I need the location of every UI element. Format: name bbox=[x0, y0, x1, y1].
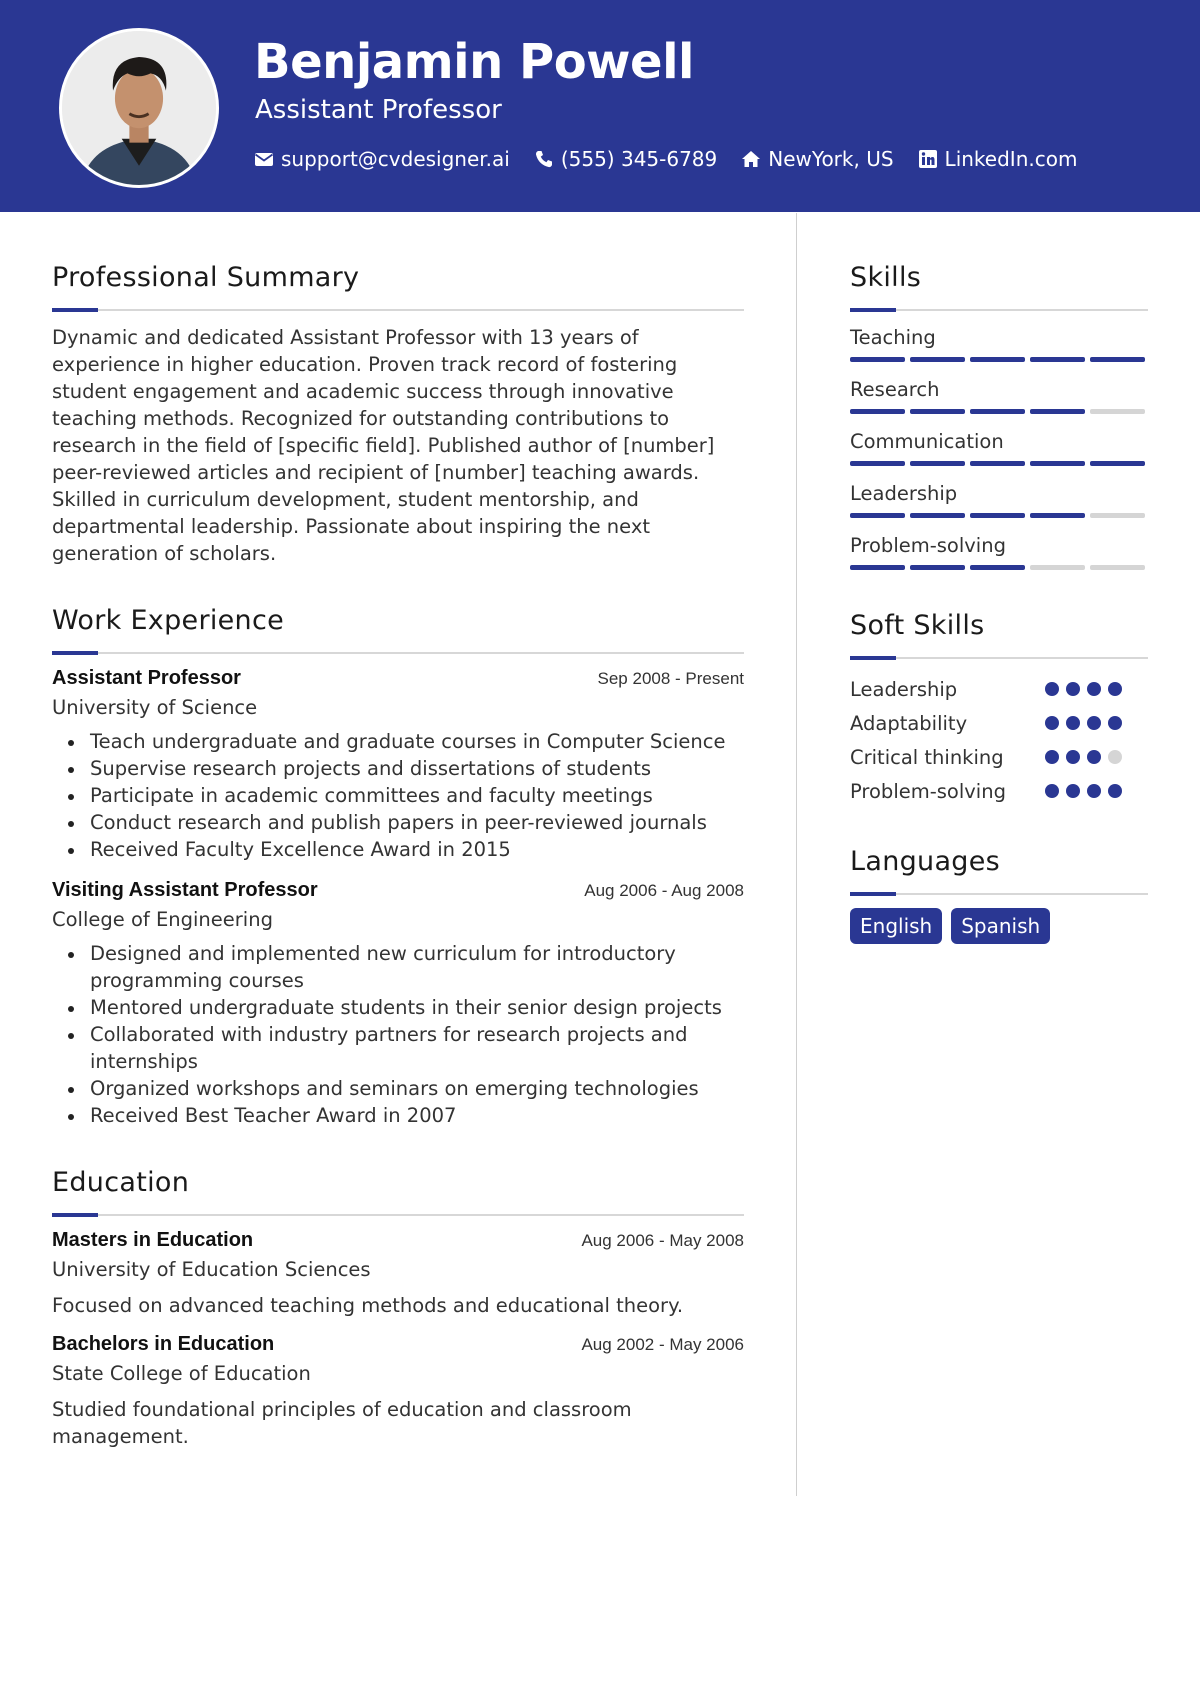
skill-level-segment bbox=[850, 357, 905, 362]
soft-skills-heading: Soft Skills bbox=[850, 610, 985, 641]
soft-skill-item bbox=[850, 740, 1148, 774]
job-date: Sep 2008 - Present bbox=[597, 669, 744, 688]
experience-section bbox=[52, 605, 744, 1129]
side-column bbox=[850, 262, 1148, 944]
job-title: Visiting Assistant Professor bbox=[52, 879, 318, 901]
rating-dot bbox=[1045, 784, 1059, 798]
soft-skill-name: Problem-solving bbox=[850, 779, 1006, 803]
main-column bbox=[52, 262, 744, 1450]
skill-level-bar bbox=[850, 565, 1148, 570]
job-bullet: Received Faculty Excellence Award in 2015 bbox=[52, 836, 744, 863]
job-title: Assistant Professor bbox=[52, 667, 241, 689]
skill-level-segment bbox=[910, 461, 965, 466]
skill-name: Leadership bbox=[850, 482, 958, 505]
contact-linkedin[interactable] bbox=[918, 147, 1078, 171]
education-entry bbox=[52, 1333, 744, 1450]
soft-skill-name: Leadership bbox=[850, 677, 958, 701]
skill-level-bar bbox=[850, 461, 1148, 466]
job-organization: College of Engineering bbox=[52, 908, 273, 931]
experience-heading: Work Experience bbox=[52, 605, 285, 636]
rating-dot bbox=[1045, 750, 1059, 764]
skill-level-bar bbox=[850, 513, 1148, 518]
header-banner bbox=[0, 0, 1200, 212]
skill-level-segment bbox=[910, 513, 965, 518]
language-tags bbox=[850, 908, 1148, 944]
rating-dot bbox=[1066, 716, 1080, 730]
rating-dot bbox=[1045, 716, 1059, 730]
contact-location[interactable] bbox=[741, 147, 893, 171]
job-bullet: Mentored undergraduate students in their senior design projects bbox=[52, 994, 744, 1021]
skill-level-segment bbox=[850, 409, 905, 414]
job-entry bbox=[52, 879, 744, 1129]
soft-skill-rating bbox=[1045, 784, 1122, 798]
skill-level-segment bbox=[970, 565, 1025, 570]
school-name: State College of Education bbox=[52, 1362, 311, 1385]
school-name: University of Education Sciences bbox=[52, 1258, 371, 1281]
candidate-title: Assistant Professor bbox=[255, 95, 502, 125]
education-entry bbox=[52, 1229, 744, 1319]
skill-level-segment bbox=[850, 565, 905, 570]
rating-dot bbox=[1087, 784, 1101, 798]
section-rule bbox=[52, 1213, 744, 1217]
soft-skills-section bbox=[850, 610, 1148, 808]
education-heading: Education bbox=[52, 1167, 190, 1198]
phone-icon bbox=[534, 149, 554, 169]
home-icon bbox=[741, 149, 761, 169]
contact-list bbox=[254, 144, 1101, 174]
skill-level-segment bbox=[850, 513, 905, 518]
contact-phone[interactable] bbox=[534, 147, 717, 171]
soft-skill-item bbox=[850, 774, 1148, 808]
rating-dot bbox=[1108, 682, 1122, 696]
education-description: Studied foundational principles of education and classroom management. bbox=[52, 1398, 632, 1448]
skill-level-segment bbox=[970, 513, 1025, 518]
rating-dot bbox=[1066, 750, 1080, 764]
soft-skill-name: Adaptability bbox=[850, 711, 968, 735]
skill-level-segment bbox=[1030, 409, 1085, 414]
contact-phone-text: (555) 345-6789 bbox=[560, 147, 718, 171]
avatar bbox=[59, 28, 219, 188]
skill-level-segment bbox=[910, 409, 965, 414]
rating-dot bbox=[1087, 750, 1101, 764]
rating-dot bbox=[1087, 682, 1101, 696]
education-description: Focused on advanced teaching methods and educational theory. bbox=[52, 1294, 684, 1317]
degree-title: Masters in Education bbox=[52, 1229, 254, 1251]
section-rule bbox=[850, 656, 1148, 660]
job-bullets bbox=[52, 728, 744, 863]
skill-level-segment bbox=[1030, 357, 1085, 362]
skills-heading: Skills bbox=[850, 262, 922, 293]
rating-dot bbox=[1108, 716, 1122, 730]
skill-level-segment bbox=[1090, 409, 1145, 414]
skill-level-segment bbox=[970, 409, 1025, 414]
soft-skill-rating bbox=[1045, 682, 1122, 696]
soft-skill-name: Critical thinking bbox=[850, 745, 1004, 769]
job-bullet: Teach undergraduate and graduate courses in Computer Science bbox=[52, 728, 744, 755]
rating-dot bbox=[1066, 682, 1080, 696]
skill-level-bar bbox=[850, 409, 1148, 414]
skill-level-segment bbox=[910, 357, 965, 362]
skill-item bbox=[850, 324, 1148, 362]
skills-section bbox=[850, 262, 1148, 570]
education-date: Aug 2002 - May 2006 bbox=[581, 1335, 744, 1354]
languages-section bbox=[850, 846, 1148, 944]
linkedin-icon bbox=[918, 149, 938, 169]
job-bullets bbox=[52, 940, 744, 1129]
rating-dot bbox=[1108, 750, 1122, 764]
skill-level-segment bbox=[1090, 461, 1145, 466]
contact-email-text: support@cvdesigner.ai bbox=[281, 147, 510, 171]
contact-linkedin-text: LinkedIn.com bbox=[944, 147, 1078, 171]
rating-dot bbox=[1066, 784, 1080, 798]
contact-location-text: NewYork, US bbox=[768, 147, 894, 171]
rating-dot bbox=[1045, 682, 1059, 696]
skill-level-segment bbox=[1090, 513, 1145, 518]
language-tag: English bbox=[850, 908, 942, 944]
skill-level-segment bbox=[910, 565, 965, 570]
summary-text: Dynamic and dedicated Assistant Professor with 13 years of experience in higher education. Proven track record of fostering student engagement and academic success through innovative teaching methods. Recognized for outstanding contributions to research in the field of [specific field]. Published author of [number] peer-reviewed articles and recipient of [number] teaching awards. Skilled in curriculum development, student mentorship, and departmental leadership. Passionate about inspiring the next generation of scholars. bbox=[52, 326, 715, 565]
job-bullet: Organized workshops and seminars on emerging technologies bbox=[52, 1075, 744, 1102]
section-rule bbox=[850, 308, 1148, 312]
job-entry bbox=[52, 667, 744, 863]
skill-name: Problem-solving bbox=[850, 534, 1006, 557]
candidate-name: Benjamin Powell bbox=[254, 34, 694, 90]
summary-section bbox=[52, 262, 744, 567]
skill-item bbox=[850, 428, 1148, 466]
skill-item bbox=[850, 376, 1148, 414]
degree-title: Bachelors in Education bbox=[52, 1333, 275, 1355]
skill-level-segment bbox=[1030, 461, 1085, 466]
profile-photo bbox=[62, 31, 216, 185]
skill-name: Communication bbox=[850, 430, 1004, 453]
rating-dot bbox=[1108, 784, 1122, 798]
envelope-icon bbox=[254, 149, 274, 169]
skill-level-segment bbox=[1030, 513, 1085, 518]
soft-skill-rating bbox=[1045, 750, 1122, 764]
skill-level-segment bbox=[970, 357, 1025, 362]
skill-name: Research bbox=[850, 378, 940, 401]
skill-level-segment bbox=[1090, 357, 1145, 362]
skill-item bbox=[850, 532, 1148, 570]
job-bullet: Received Best Teacher Award in 2007 bbox=[52, 1102, 744, 1129]
soft-skill-item bbox=[850, 672, 1148, 706]
contact-email[interactable] bbox=[254, 147, 510, 171]
summary-heading: Professional Summary bbox=[52, 262, 360, 293]
languages-heading: Languages bbox=[850, 846, 1001, 877]
education-date: Aug 2006 - May 2008 bbox=[581, 1231, 744, 1250]
skill-level-segment bbox=[1090, 565, 1145, 570]
job-bullet: Designed and implemented new curriculum for introductory programming courses bbox=[52, 940, 744, 994]
job-date: Aug 2006 - Aug 2008 bbox=[584, 881, 744, 900]
section-rule bbox=[52, 308, 744, 312]
column-divider bbox=[796, 213, 797, 1496]
section-rule bbox=[52, 651, 744, 655]
soft-skill-item bbox=[850, 706, 1148, 740]
section-rule bbox=[850, 892, 1148, 896]
rating-dot bbox=[1087, 716, 1101, 730]
job-organization: University of Science bbox=[52, 696, 258, 719]
job-bullet: Collaborated with industry partners for research projects and internships bbox=[52, 1021, 744, 1075]
skill-level-segment bbox=[850, 461, 905, 466]
job-bullet: Supervise research projects and dissertations of students bbox=[52, 755, 744, 782]
education-section bbox=[52, 1167, 744, 1450]
skill-level-segment bbox=[1030, 565, 1085, 570]
skill-name: Teaching bbox=[850, 326, 936, 349]
skill-level-bar bbox=[850, 357, 1148, 362]
job-bullet: Conduct research and publish papers in peer-reviewed journals bbox=[52, 809, 744, 836]
soft-skill-rating bbox=[1045, 716, 1122, 730]
language-tag: Spanish bbox=[951, 908, 1050, 944]
skill-item bbox=[850, 480, 1148, 518]
job-bullet: Participate in academic committees and faculty meetings bbox=[52, 782, 744, 809]
skill-level-segment bbox=[970, 461, 1025, 466]
